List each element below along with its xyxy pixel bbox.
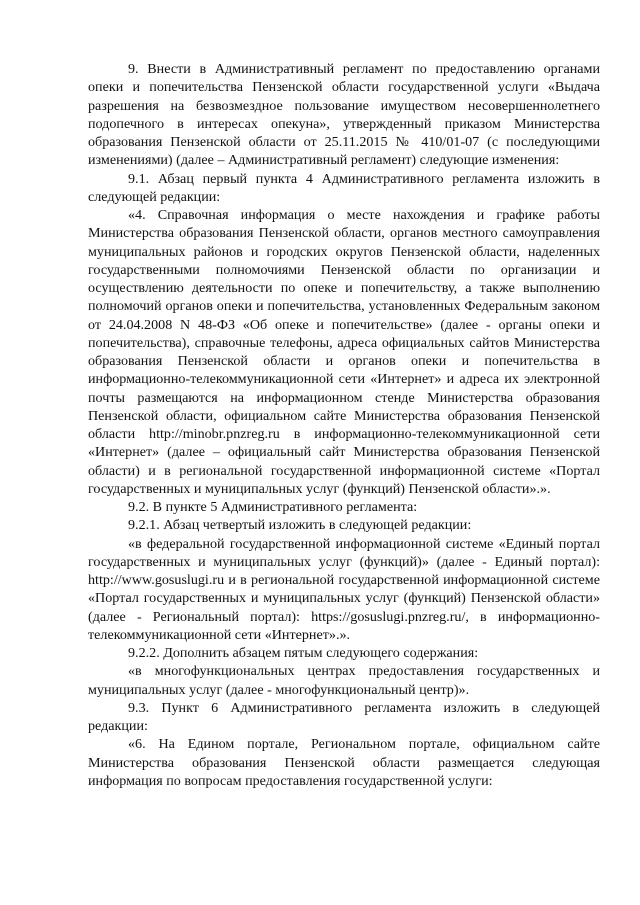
paragraph-item-9-3: 9.3. Пункт 6 Административного регламента изложить в следующей редакции: [88,699,600,734]
document-body [88,60,600,790]
paragraph-item-9-2: 9.2. В пункте 5 Административного регламента: [128,499,418,515]
paragraph-item-9-1: 9.1. Абзац первый пункта 4 Административного регламента изложить в следующей редакции: [88,170,600,205]
paragraph-item-9-2-2: 9.2.2. Дополнить абзацем пятым следующего содержания: [128,645,479,661]
paragraph-item-9-2-1: 9.2.1. Абзац четвертый изложить в следующей редакции: [128,517,472,534]
paragraph-quote-item-4: «4. Справочная информация о месте нахождения и графике работы Министерства образования Пензенской области, органов местного самоуправления муниципальных районов и городских округов Пензенской области, наделенных государственными полномочиями Пензенской области по организации и осуществлению деятельности по опеке и попечительству, а также выполнению полномочий органов опеки и попечительства, установленных Федеральным законом от 24.04.2008 N 48-ФЗ «Об опеке и попечительстве» (далее - органы опеки и попечительства), справочные телефоны, адреса официальных сайтов Министерства образования Пензенской области и органов опеки и попечительства в информационно-телекоммуникационной сети «Интернет» и адреса их электронной почты размещаются на информационном стенде Министерства образования Пензенской области, официальном сайте Министерства образования Пензенской области http://minobr.pnzreg.ru в информационно-телекоммуникационной сети «Интернет» (далее – официальный сайт Министерства образования Пензенской области) и в региональной государственной информационной системе «Портал государственных и муниципальных услуг (функций) Пензенской области».». [88,207,600,497]
paragraph-quote-mfc: «в многофункциональных центрах предоставления государственных и муниципальных услуг (далее - многофункциональный центр)». [88,663,600,698]
paragraph-quote-item-6: «6. На Едином портале, Региональном портале, официальном сайте Министерства образования Пензенской области размещается следующая информация по вопросам предоставления государственной услуги: [88,736,600,789]
paragraph-quote-unified-portal: «в федеральной государственной информационной системе «Единый портал государственных и муниципальных услуг (функций)» (далее - Единый портал): http://www.gosuslugi.ru и в региональной государственной информационной системе «Портал государственных и муниципальных услуг (функций) Пензенской области» (далее - Региональный портал): https://gosuslugi.pnzreg.ru/, в информационно-телекоммуникационной сети «Интернет».». [88,535,600,643]
paragraph-item-9: 9. Внести в Административный регламент по предоставлению органами опеки и попечительства Пензенской области государственной услуги «Выдача разрешения на безвозмездное пользование имуществом несовершеннолетнего подопечного в интересах опекуна», утвержденный приказом Министерства образования Пензенской области от 25.11.2015 № 410/01-07 (с последующими изменениями) (далее – Административный регламент) следующие изменения: [88,61,600,169]
